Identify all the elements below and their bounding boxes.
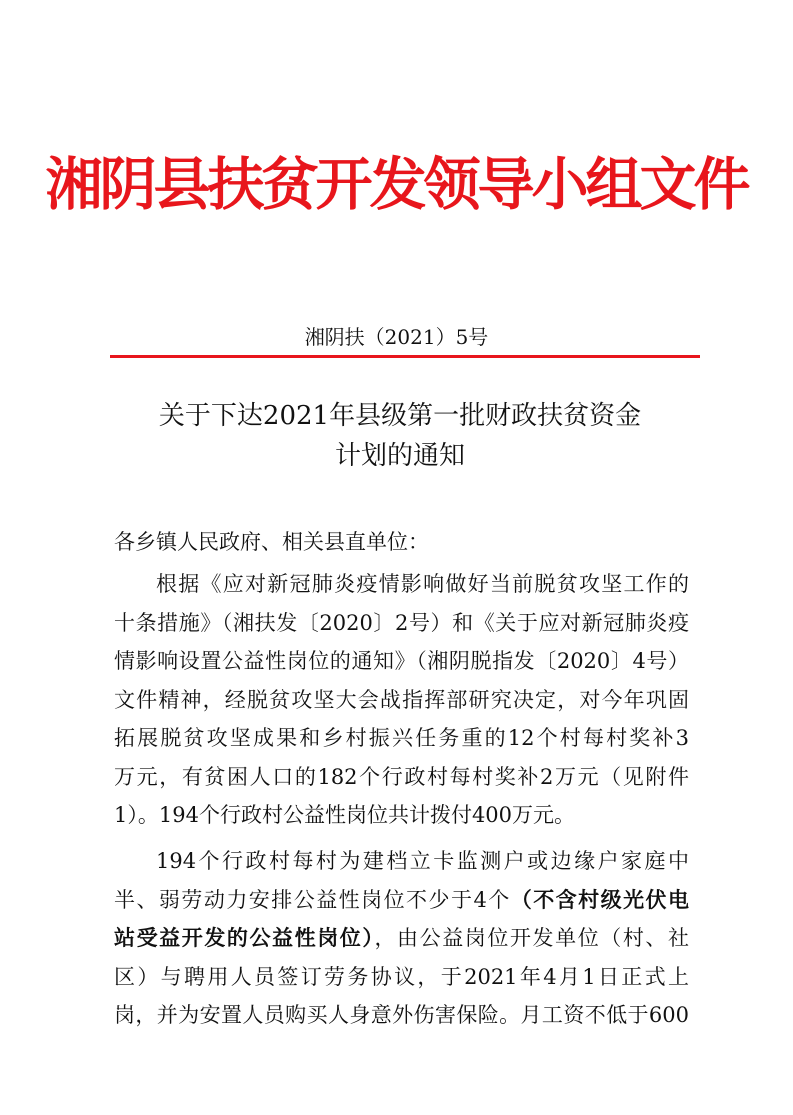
paragraph-text: ，由公益岗位开发单位（村、社 — [374, 926, 690, 950]
salutation: 各乡镇人民政府、相关县直单位： — [114, 530, 429, 554]
bold-emphasis-text: 站受益开发的公益性岗位） — [114, 925, 375, 950]
document-number: 湘阴扶（2021）5号 — [304, 325, 489, 349]
paragraph-line — [114, 919, 689, 958]
masthead-title: 湘阴县扶贫开发领导小组文件 — [45, 152, 748, 218]
paragraph-line: 194个行政村每村为建档立卡监测户或边缘户家庭中 — [156, 849, 689, 873]
paragraph-line: 岗，并为安置人员购买人身意外伤害保险。月工资不低于600 — [114, 1003, 689, 1027]
bold-emphasis-text: （不含村级光伏电 — [510, 886, 690, 912]
paragraph-line: 万元，有贫困人口的182个行政村每村奖补2万元（见附件 — [114, 764, 689, 789]
document-title — [80, 396, 720, 476]
paragraph-line: 拓展脱贫攻坚成果和乡村振兴任务重的12个村每村奖补3 — [114, 726, 689, 750]
red-divider-rule — [110, 355, 700, 358]
document-title-line-1: 关于下达2021年县级第一批财政扶贫资金 — [158, 401, 642, 431]
body-paragraph-1 — [114, 565, 689, 835]
paragraph-line: 文件精神，经脱贫攻坚大会战指挥部研究决定，对今年巩固 — [114, 687, 689, 712]
paragraph-line — [114, 881, 689, 920]
body-paragraph-2 — [114, 842, 689, 1035]
paragraph-line: 1）。194个行政村公益性岗位共计拨付400万元。 — [114, 803, 576, 827]
paragraph-text: 半、弱劳动力安排公益性岗位不少于4个 — [114, 887, 511, 912]
document-title-line-2: 计划的通知 — [334, 441, 465, 471]
paragraph-line: 十条措施》（湘扶发〔2020〕2号）和《关于应对新冠肺炎疫 — [114, 610, 689, 635]
paragraph-line: 区）与聘用人员签订劳务协议，于2021年4月1日正式上 — [114, 964, 689, 989]
paragraph-line: 根据《应对新冠肺炎疫情影响做好当前脱贫攻坚工作的 — [156, 572, 689, 596]
paragraph-line: 情影响设置公益性岗位的通知》（湘阴脱指发〔2020〕4号） — [114, 649, 689, 673]
